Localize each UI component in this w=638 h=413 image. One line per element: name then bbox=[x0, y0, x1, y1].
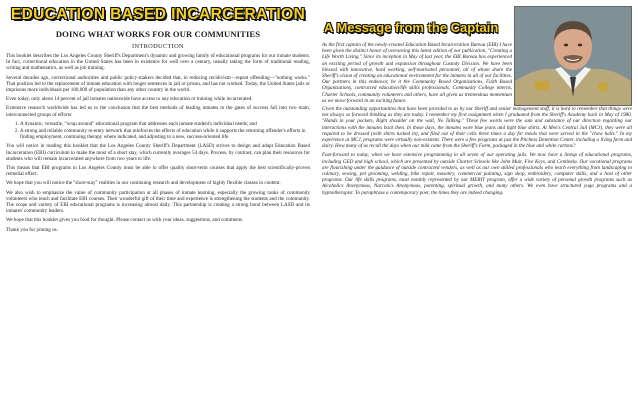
captain-header bbox=[322, 0, 632, 106]
right-column bbox=[322, 0, 632, 413]
intro-paragraph-3: Even today, only about 14 percent of jail inmates nationwide have access to any education or training while incarcerated. bbox=[6, 96, 253, 103]
captain-paragraph-3: Fast-forward to today, when we have extensive programming in all seven of our operating jails. We now have a lineup of educational programs, including GED and high school, which are presented by outside Charter Schools like John Muir, Five Keys, and Centinela. Our vocational programs are flourishing under the guidance of outside contracted vendors, as well as our own skilled professionals who teach everything from landscaping to culinary, sewing, pet grooming, welding, bike repair, masonry, commercial painting, sign shop, embroidery, computer skills, and a host of other programs. Our life skills programs, most notably represented by our MERIT program, offer a wide variety of personal growth programs such as Alcoholics Anonymous, Narcotics Anonymous, parenting, spiritual growth, and many others. We even have structured yoga programs and a hypnotherapist. To paraphrase a contemporary poet, the times they are indeed changing. bbox=[322, 152, 632, 196]
list-item: 2. A strong and reliable community re-entry network that reinforces the effects of education while it supports the returning offender's efforts in finding employment, continuing therapy where indicated, and adjusting to a new, success-oriented life. bbox=[20, 128, 310, 140]
body-paragraph-7: We hope that you will notice the "short-stay" realities in our continuing research and development of highly flexible classes in content. bbox=[6, 180, 281, 187]
efforts-list bbox=[6, 121, 310, 141]
intro-paragraph-1: This booklet describes the Los Angeles County Sheriff's Department's dynamic and growing family of educational programs for our inmate students. In fact, correctional education in the United States has been in existence for well over a century, usually taking the form of traditional reading, writing and mathematics, as well as job training. bbox=[6, 53, 310, 72]
body-paragraph-10: Thank you for joining us. bbox=[6, 226, 58, 233]
captain-paragraph-2: Given the outstanding opportunities that have been provided to us by our Sheriff and senior management staff, it is hard to remember that things were not always so forward thinking as they are today. I remember my first assignment when I graduated from the Sheriff's Academy back in May of 1980. "Hands in your pockets, Right shoulder on the wall, No Talking." These few words were the sum and substance of our direction regarding our interactions with the inmates back then. In those days, the inmates wore blue jeans and light blue shirts. At Men's Central Jail (MCJ), they were all required to be dressed (with shirts tucked in), and filed out of their cells three times a day for meals that were served in the "chow halls." In my experience at MCJ, programs were virtually non-existent. There were a few programs at just the Pitchess Detention Center, including a living farm and dairy. How many of us recall the days when our milk came from the Sheriff's Farm, packaged in the blue and white cartons? bbox=[322, 106, 632, 150]
introduction-heading: INTRODUCTION bbox=[132, 43, 184, 50]
subheading: DOING WHAT WORKS FOR OUR COMMUNITIES bbox=[55, 29, 261, 39]
body-paragraph-8: We also wish to emphasize the value of community participation at all phases of inmate learning, especially the growing ranks of community volunteers who teach and facilitate EBI courses. Their wonderful gift of their time and experience is strengthening the students and the community. The scope and variety of EBI educational programs is increasing almost daily. This partnership is creating a strong bond between LASD and its inmates' community leaders. bbox=[6, 189, 310, 215]
captain-intro-paragraph: As the first captain of the newly-created Education Based Incarceration Bureau (EBI) I have been given the distinct honor of overseeing this latest edition of our publication, "Creating a Life Worth Living." Since its inception in May of last year, the EBI Bureau has experienced an exciting period of growth and expansion throughout Custody Division. We have been blessed with innovative, hard working, self-motivated personnel, all of whom share the Sheriff's vision of creating an educational environment for the inmates in all of our facilities. Our partners in this endeavor, be it the Community Based Organizations, Faith Based Organizations, contracted education/life skills professionals, Community College interns, Charter Schools, community volunteers and others, have all given us tremendous momentum as we move forward in an exciting future. bbox=[322, 42, 512, 104]
banner-title: EDUCATION BASED INCARCERATION bbox=[10, 6, 306, 23]
captain-message-title: A Message from the Captain bbox=[324, 20, 499, 35]
captain-photo bbox=[514, 6, 632, 106]
body-paragraph-5: You will notice in reading this booklet that the Los Angeles County Sheriff's Department (LASD) strives to design and adapt Education Based Incarceration (EBI) curriculum to make the most of a short stay, which currently averages 54 days. Process, by contrast, can plan their resources for students who will remain incarcerated anywhere from two years to life. bbox=[6, 143, 310, 162]
captain-intro bbox=[322, 42, 512, 107]
intro-paragraph-4: Extensive research worldwide has led us to the conclusion that the best methods of leading inmates to the gates of success fall into two main, interconnected groups of efforts: bbox=[6, 105, 310, 118]
body-paragraph-6: This means that EBI programs in Los Angeles County must be able to offer quality short-term courses that apply the best scientifically-proven remedial effect. bbox=[6, 165, 310, 178]
body-paragraph-9: We hope that this booklet gives you food for thought. Please contact us with your ideas, suggestions, and comments. bbox=[6, 217, 244, 224]
left-column bbox=[6, 0, 310, 413]
captain-portrait-image bbox=[515, 7, 631, 105]
list-item: 1. A dynamic, versatile, "wrap around" educational program that addresses each inmate student's individual needs; and bbox=[20, 121, 310, 127]
intro-paragraph-2: Several decades ago, correctional authorities and public policy-makers decided that, in reducing recidivism—repeat offending—"nothing works." That position led to the replacement of inmate education with longer sentences in jail or prison, and has not worked. Today, the United States jails or imprisons more individuals per 100,000 of population than any other country in the world. bbox=[6, 74, 310, 94]
